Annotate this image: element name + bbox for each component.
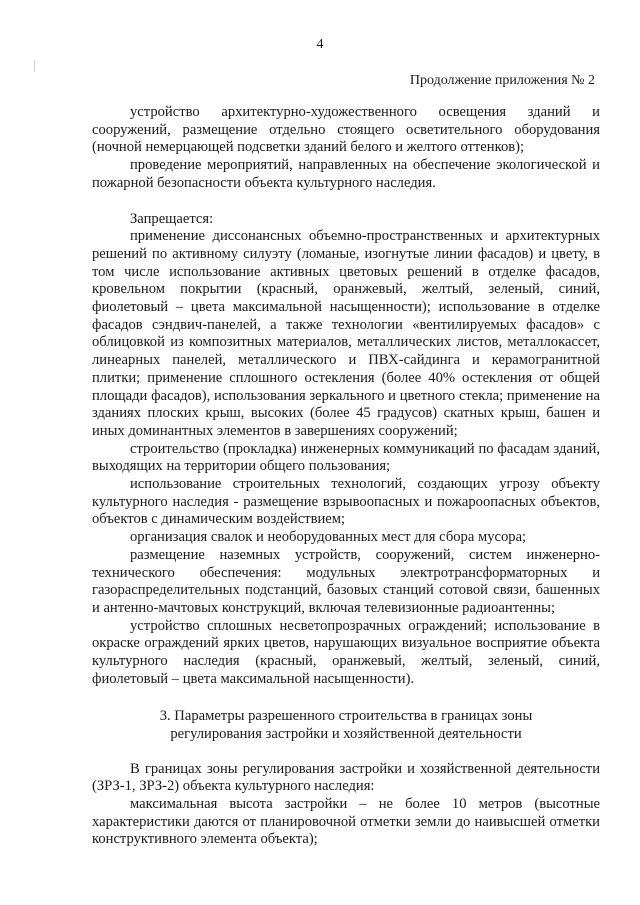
forbidden-title: Запрещается: — [130, 210, 214, 227]
page-number: 4 — [316, 37, 324, 52]
section-heading-line: регулирования застройки и хозяйственной деятельности — [170, 725, 522, 742]
forbidden-item: организация свалок и необорудованных мест для сбора мусора; — [130, 529, 527, 546]
section-heading — [92, 707, 600, 743]
section-paragraph: максимальная высота застройки – не более 10 метров (высотные характеристики даются от планировочной отметки земли до наивысшей отметки конструктивного элемента объекта); — [92, 795, 600, 848]
document-body — [92, 104, 600, 849]
forbidden-item: устройство сплошных несветопрозрачных ограждений; использование в окраске ограждений ярких цветов, нарушающих визуальное восприятие объекта культурного наследия (красный, оранжевый, желтый, зеленый, синий, фиолетовый – цвета максимальной насыщенности). — [92, 617, 600, 687]
section-heading-line: 3. Параметры разрешенного строительства в границах зоны — [159, 707, 533, 724]
margin-mark — [34, 60, 35, 72]
forbidden-item: применение диссонансных объемно-пространственных и архитектурных решений по активному силуэту (ломаные, изогнутые линии фасадов) и цвету, в том числе использование активных цветовых решений в отделке фасадов, кровельном покрытии (красный, оранжевый, желтый, зеленый, синий, фиолетовый – цвета максимальной насыщенности); использование в отделке фасадов сэндвич-панелей, а также технологии «вентилируемых фасадов» с облицовкой из композитных материалов, металлических листов, металлокассет, линеарных панелей, металлического и ПВХ-сайдинга и керамогранитной плитки; применение сплошного остекления (более 40% остекления от общей площади фасадов), использования зеркального и цветного стекла; применение на зданиях плоских крыш, высоких (более 45 градусов) скатных крыш, башен и иных доминантных элементов в завершениях сооружений; — [92, 228, 600, 439]
forbidden-item: размещение наземных устройств, сооружений, систем инженерно-технического обеспечения: модульных электротрансформаторных и газораспределительных подстанций, базовых станций сотовой связи, башенных и антенно-мачтовых конструкций, включая телевизионные радиоантенны; — [92, 546, 600, 616]
paragraph-safety: проведение мероприятий, направленных на обеспечение экологической и пожарной безопасности объекта культурного наследия. — [92, 157, 600, 191]
section-paragraph: В границах зоны регулирования застройки и хозяйственной деятельности (ЗРЗ-1, ЗРЗ-2) объекта культурного наследия: — [92, 760, 600, 795]
appendix-continuation-label: Продолжение приложения № 2 — [409, 73, 595, 88]
forbidden-item: строительство (прокладка) инженерных коммуникаций по фасадам зданий, выходящих на территории общего пользования; — [92, 440, 600, 475]
paragraph-lighting: устройство архитектурно-художественного освещения зданий и сооружений, размещение отдельно стоящего осветительного оборудования (ночной немерцающей подсветки зданий белого и желтого оттенков); — [92, 104, 600, 156]
forbidden-item: использование строительных технологий, создающих угрозу объекту культурного наследия - размещение взрывоопасных и пожароопасных объектов, объектов с динамическим воздействием; — [92, 476, 600, 528]
